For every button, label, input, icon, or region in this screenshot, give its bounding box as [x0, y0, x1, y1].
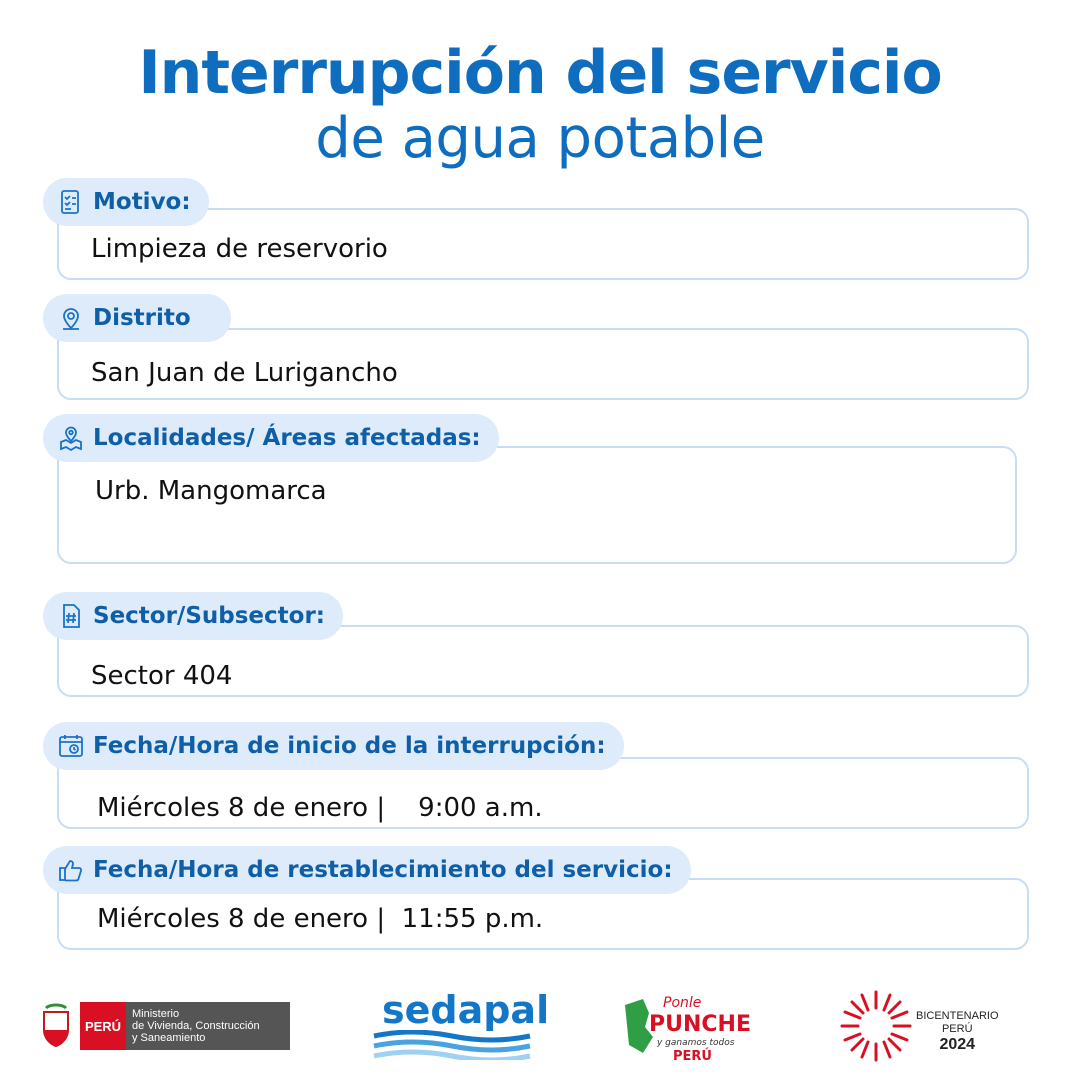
distrito-label-pill — [43, 294, 231, 342]
distrito-label: Distrito — [93, 305, 191, 331]
svg-text:Ponle: Ponle — [663, 995, 702, 1011]
inicio-value: Miércoles 8 de enero | 9:00 a.m. — [97, 793, 543, 823]
map-pin-icon — [57, 424, 85, 452]
ministry-line2: de Vivienda, Construcción — [132, 1020, 260, 1032]
page-title: Interrupción del servicio — [138, 38, 942, 108]
bicentenario-line2: PERÚ — [941, 1023, 973, 1035]
motivo-label: Motivo: — [93, 189, 191, 215]
sector-label-pill — [43, 592, 343, 640]
sector-value: Sector 404 — [91, 661, 233, 691]
bicentenario-year: 2024 — [939, 1036, 976, 1053]
motivo-value: Limpieza de reservorio — [91, 234, 388, 264]
svg-text:PUNCHE: PUNCHE — [649, 1012, 750, 1037]
ministry-line1: Ministerio — [132, 1008, 180, 1020]
ministry-text — [126, 1002, 290, 1050]
restablecimiento-label: Fecha/Hora de restablecimiento del servicio: — [93, 857, 673, 883]
localidades-card — [57, 446, 1017, 564]
motivo-label-pill — [43, 178, 209, 226]
inicio-label: Fecha/Hora de inicio de la interrupción: — [93, 733, 606, 759]
inicio-label-pill — [43, 722, 624, 770]
bicentenario-line1: BICENTENARIO — [916, 1010, 999, 1022]
page-subtitle: de agua potable — [315, 106, 765, 171]
ponle-punche-logo — [615, 985, 750, 1065]
document-checklist-icon — [57, 188, 85, 216]
sedapal-logo: sedapal — [382, 988, 550, 1032]
svg-text:y ganamos todos: y ganamos todos — [657, 1038, 735, 1048]
peru-coat-of-arms-icon — [38, 1002, 74, 1050]
distrito-value: San Juan de Lurigancho — [91, 358, 398, 388]
bicentenario-logo — [838, 988, 914, 1064]
localidades-label: Localidades/ Áreas afectadas: — [93, 425, 481, 451]
thumbs-up-icon — [57, 856, 85, 884]
hashtag-document-icon — [57, 602, 85, 630]
location-pin-icon — [57, 304, 85, 332]
motivo-card — [57, 208, 1029, 280]
restablecimiento-label-pill — [43, 846, 691, 894]
sedapal-waves-icon — [372, 1030, 532, 1060]
calendar-clock-icon — [57, 732, 85, 760]
peru-label: PERÚ — [80, 1002, 126, 1050]
localidades-label-pill — [43, 414, 499, 462]
svg-text:PERÚ: PERÚ — [673, 1049, 712, 1064]
ministry-logo — [80, 1002, 290, 1050]
ministry-line3: y Saneamiento — [132, 1032, 206, 1044]
localidades-value: Urb. Mangomarca — [95, 476, 327, 506]
restablecimiento-value: Miércoles 8 de enero | 11:55 p.m. — [97, 904, 544, 934]
bicentenario-text — [916, 1010, 999, 1054]
sector-label: Sector/Subsector: — [93, 603, 325, 629]
